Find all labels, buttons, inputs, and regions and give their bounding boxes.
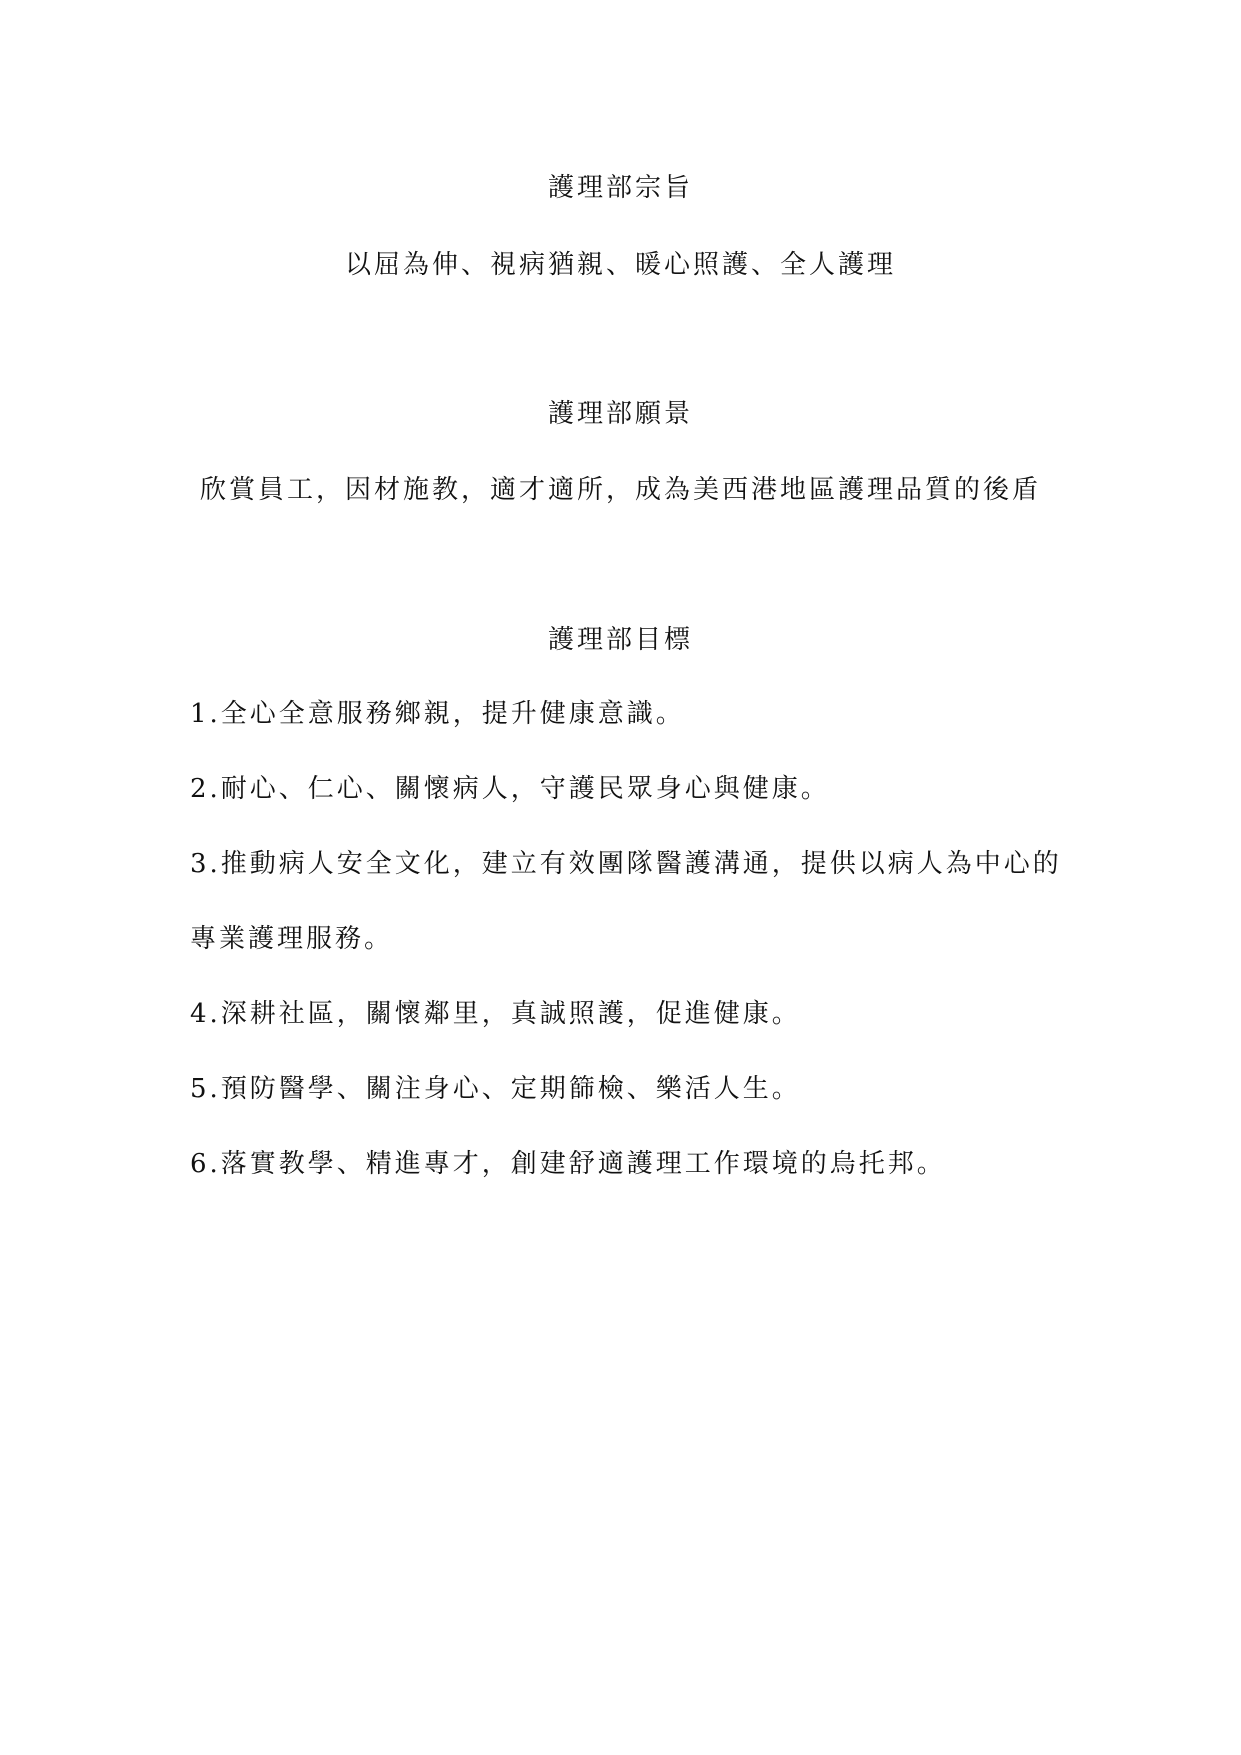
goal-item-4: 4.深耕社區，關懷鄰里，真誠照護，促進健康。 bbox=[190, 999, 801, 1029]
goal-item-5: 5.預防醫學、關注身心、定期篩檢、樂活人生。 bbox=[190, 1074, 801, 1104]
goal-item-6: 6.落實教學、精進專才，創建舒適護理工作環境的烏托邦。 bbox=[190, 1149, 946, 1179]
purpose-text: 以屈為伸、視病猶親、暖心照護、全人護理 bbox=[344, 250, 896, 280]
goal-item-3: 3.推動病人安全文化，建立有效團隊醫護溝通，提供以病人為中心的 bbox=[190, 849, 1062, 879]
goals-heading: 護理部目標 bbox=[547, 625, 693, 655]
goal-item-2: 2.耐心、仁心、關懷病人，守護民眾身心與健康。 bbox=[190, 774, 830, 804]
goal-item-3-continuation: 專業護理服務。 bbox=[190, 924, 394, 954]
purpose-heading: 護理部宗旨 bbox=[547, 173, 693, 203]
goal-item-1: 1.全心全意服務鄉親，提升健康意識。 bbox=[190, 699, 685, 729]
vision-text: 欣賞員工，因材施教，適才適所，成為美西港地區護理品質的後盾 bbox=[199, 475, 1041, 505]
vision-heading: 護理部願景 bbox=[547, 399, 693, 429]
